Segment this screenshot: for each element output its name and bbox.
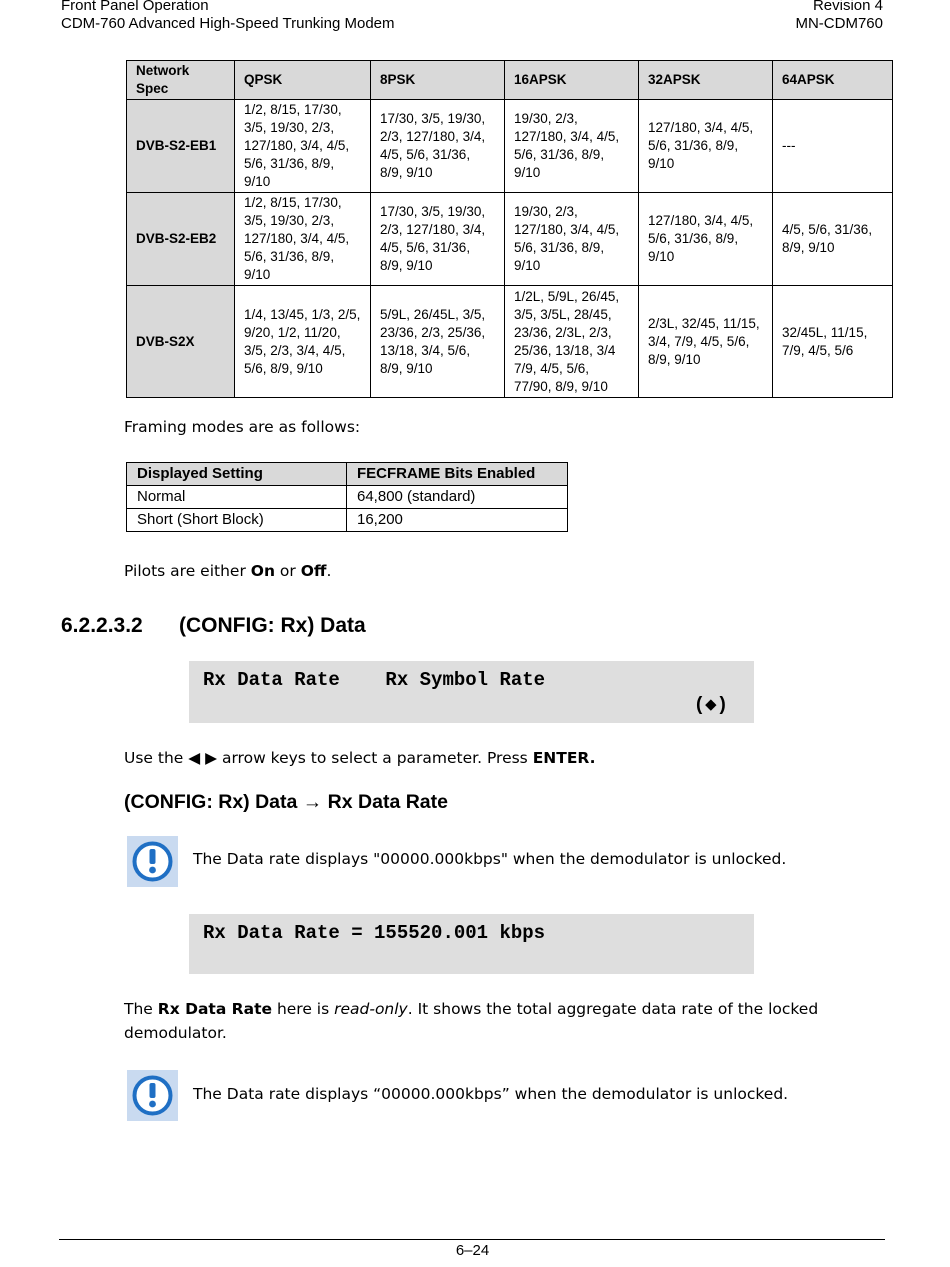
table-cell: 1/2L, 5/9L, 26/45, 3/5, 3/5L, 28/45, 23/36, 2/3L, 2/3, 25/36, 13/18, 3/4 7/9, 4/5, 5/6, 77/90, 8/9, 9/10 <box>505 286 639 398</box>
table-cell: 64,800 (standard) <box>347 486 568 509</box>
column-header: FECFRAME Bits Enabled <box>347 463 568 486</box>
lcd-line: Rx Data Rate Rx Symbol Rate <box>203 669 546 691</box>
para-mid: here is <box>272 1000 335 1018</box>
enter-key: ENTER. <box>532 749 596 767</box>
table-cell: Short (Short Block) <box>127 509 347 532</box>
arrow-keys-icon: ◀ ▶ <box>188 749 218 767</box>
table-cell: 16,200 <box>347 509 568 532</box>
table-cell: 32/45L, 11/15, 7/9, 4/5, 5/6 <box>773 286 893 398</box>
note-text: The Data rate displays "00000.000kbps" when the demodulator is unlocked. <box>193 850 787 868</box>
table-cell: --- <box>773 100 893 193</box>
section-heading <box>61 614 366 638</box>
para-post: . It shows the total aggregate data rate of the locked demodulator. <box>124 1000 819 1042</box>
pilots-post: . <box>326 562 332 580</box>
header-chapter: Front Panel Operation <box>61 0 209 14</box>
table-row <box>127 286 893 398</box>
important-icon <box>127 1070 178 1121</box>
framing-modes-table <box>126 462 568 532</box>
header-doc-id: MN-CDM760 <box>795 15 883 32</box>
column-header: 64APSK <box>773 61 893 100</box>
footer-rule <box>59 1239 885 1240</box>
lcd-arrow-indicator: (◆) <box>693 694 728 716</box>
header-revision: Revision 4 <box>812 0 883 14</box>
lcd-display-data-rate <box>189 914 754 974</box>
section-number: 6.2.2.3.2 <box>61 614 143 637</box>
pilots-pre: Pilots are either <box>124 562 251 580</box>
table-header-row <box>127 61 893 100</box>
network-spec-table <box>126 60 893 398</box>
column-header: 16APSK <box>505 61 639 100</box>
instr-mid: arrow keys to select a parameter. Press <box>217 749 533 767</box>
framing-intro: Framing modes are as follows: <box>124 418 361 436</box>
column-header: 32APSK <box>639 61 773 100</box>
table-row <box>127 486 568 509</box>
table-cell: 1/4, 13/45, 1/3, 2/5, 9/20, 1/2, 11/20, 3/5, 2/3, 3/4, 4/5, 5/6, 8/9, 9/10 <box>235 286 371 398</box>
pilots-on: On <box>250 562 275 580</box>
pilots-text <box>124 559 331 583</box>
column-header: Network Spec <box>127 61 235 100</box>
header-product: CDM-760 Advanced High-Speed Trunking Modem <box>61 15 395 32</box>
para-emphasis: read-only <box>334 1000 408 1018</box>
arrow-instructions <box>124 746 596 770</box>
table-row <box>127 193 893 286</box>
table-header-row <box>127 463 568 486</box>
table-cell: 127/180, 3/4, 4/5, 5/6, 31/36, 8/9, 9/10 <box>639 100 773 193</box>
row-header: DVB-S2-EB1 <box>127 100 235 193</box>
row-header: DVB-S2X <box>127 286 235 398</box>
lcd-line: Rx Data Rate = 155520.001 kbps <box>203 922 546 944</box>
table-cell: 1/2, 8/15, 17/30, 3/5, 19/30, 2/3, 127/180, 3/4, 4/5, 5/6, 31/36, 8/9, 9/10 <box>235 193 371 286</box>
table-cell: 1/2, 8/15, 17/30, 3/5, 19/30, 2/3, 127/180, 3/4, 4/5, 5/6, 31/36, 8/9, 9/10 <box>235 100 371 193</box>
column-header: 8PSK <box>371 61 505 100</box>
table-cell: 127/180, 3/4, 4/5, 5/6, 31/36, 8/9, 9/10 <box>639 193 773 286</box>
lcd-display-menu <box>189 661 754 723</box>
table-row <box>127 509 568 532</box>
para-pre: The <box>124 1000 158 1018</box>
instr-pre: Use the <box>124 749 189 767</box>
readonly-paragraph <box>124 997 824 1045</box>
page-header-left <box>61 0 395 33</box>
page-number: 6–24 <box>455 1242 490 1259</box>
pilots-mid: or <box>274 562 301 580</box>
table-row <box>127 100 893 193</box>
table-cell: 19/30, 2/3, 127/180, 3/4, 4/5, 5/6, 31/36, 8/9, 9/10 <box>505 193 639 286</box>
section-title: (CONFIG: Rx) Data <box>179 614 366 637</box>
table-cell: Normal <box>127 486 347 509</box>
para-term: Rx Data Rate <box>157 1000 273 1018</box>
table-cell: 4/5, 5/6, 31/36, 8/9, 9/10 <box>773 193 893 286</box>
table-cell: 17/30, 3/5, 19/30, 2/3, 127/180, 3/4, 4/5, 5/6, 31/36, 8/9, 9/10 <box>371 193 505 286</box>
pilots-off: Off <box>300 562 327 580</box>
important-icon <box>127 836 178 887</box>
note-text: The Data rate displays “00000.000kbps” when the demodulator is unlocked. <box>193 1085 789 1103</box>
subsection-heading: (CONFIG: Rx) Data → Rx Data Rate <box>124 791 448 813</box>
row-header: DVB-S2-EB2 <box>127 193 235 286</box>
column-header: Displayed Setting <box>127 463 347 486</box>
table-cell: 2/3L, 32/45, 11/15, 3/4, 7/9, 4/5, 5/6, 8/9, 9/10 <box>639 286 773 398</box>
table-cell: 19/30, 2/3, 127/180, 3/4, 4/5, 5/6, 31/36, 8/9, 9/10 <box>505 100 639 193</box>
page-header-right <box>795 0 883 33</box>
table-cell: 5/9L, 26/45L, 3/5, 23/36, 2/3, 25/36, 13/18, 3/4, 5/6, 8/9, 9/10 <box>371 286 505 398</box>
column-header: QPSK <box>235 61 371 100</box>
table-cell: 17/30, 3/5, 19/30, 2/3, 127/180, 3/4, 4/5, 5/6, 31/36, 8/9, 9/10 <box>371 100 505 193</box>
